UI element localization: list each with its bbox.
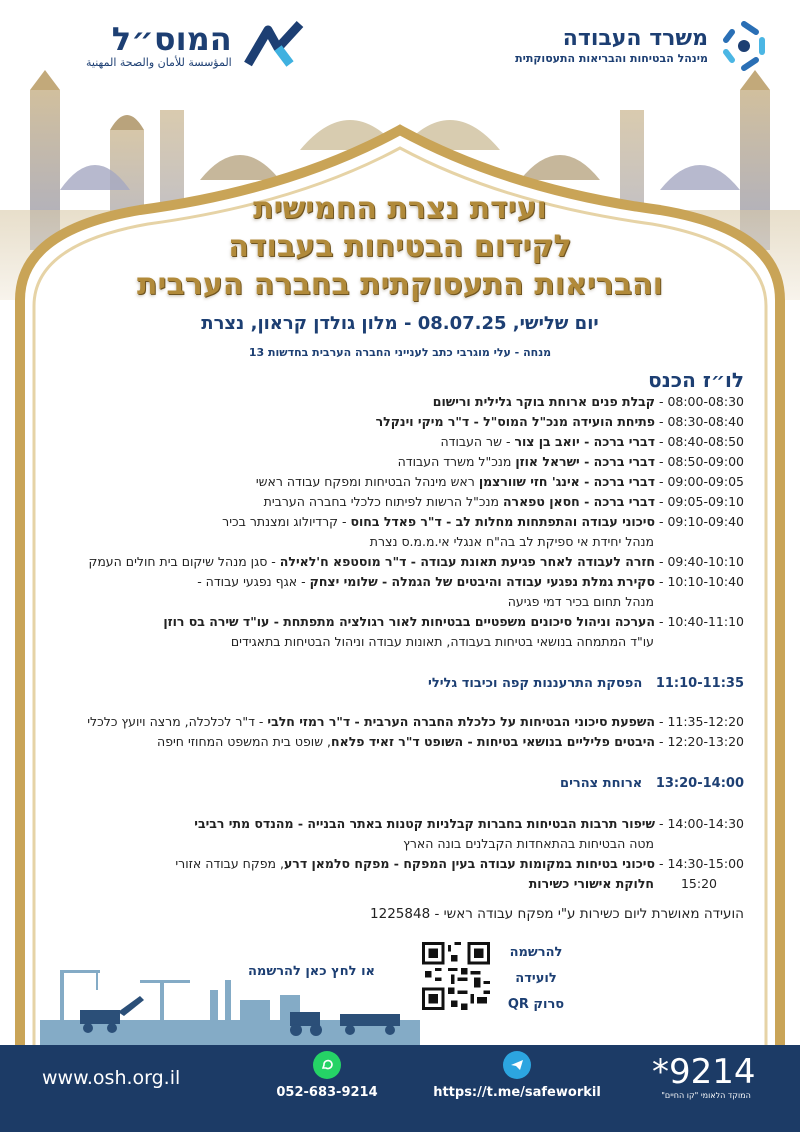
ministry-logo: [515, 18, 772, 74]
osh-logo: [86, 20, 306, 72]
date-venue: יום שלישי, 08.07.25 - מלון גולדן קראון, נצרת: [201, 313, 599, 334]
qr-line-2: לועידה: [515, 971, 557, 986]
agenda-title: סיכוני בטיחות במקומות עבודה בעין המפקח - מפקח סלמאן דרע: [283, 856, 655, 871]
agenda-row: 08:30-08:40 - פתיחת הועידה מנכ"ל המוס"ל - ד"ר מיקי וינקלר: [375, 414, 744, 429]
agenda-title: דברי ברכה - ישראל אוזן: [515, 454, 655, 469]
agenda-row: 10:40-11:10 - הערכה וניהול סיכונים משפטיים בבטיחות לאור רגולציה מתפתחת - עו"ד שירה בס רוזן: [163, 614, 744, 629]
agenda-detail: מנכ"ל הרשות לפיתוח כלכלי בחברה הערבית: [263, 494, 503, 509]
register-link[interactable]: או לחץ כאן להרשמה: [248, 964, 376, 979]
agenda-time: 14:30-15:00: [667, 856, 744, 871]
agenda-row: 09:10-09:40 - סיכוני עבודה והתפתחות מחלות לב - ד"ר פאדל בחוס - קרדיולוג ומצנתר בכיר: [222, 514, 744, 529]
break-time: 13:20-14:00: [655, 776, 744, 791]
agenda-row: 14:00-14:30 - שיפור תרבות הבטיחות בחברות קבלניות קטנות באתר הבנייה - מהנדס מתי רביבי: [194, 816, 744, 831]
agenda-title: חזרה לעבודה לאחר פגיעת תאונת עבודה - ד"ר מוסטפא ח'לאילה: [279, 554, 655, 569]
agenda-time: 10:40-11:10: [667, 614, 744, 629]
agenda-row: 14:30-15:00 - סיכוני בטיחות במקומות עבודה בעין המפקח - מפקח סלמאן דרע, מפקח עבודה אזורי: [175, 856, 744, 871]
agenda-time: 08:00-08:30: [667, 394, 744, 409]
agenda-detail: - קרדיולוג ומצנתר בכיר: [222, 514, 351, 529]
agenda-time: 09:00-09:05: [667, 474, 744, 489]
agenda-title: דברי ברכה - יואב בן צור: [514, 434, 655, 449]
title-line-1: ועידת נצרת החמישית: [253, 191, 547, 226]
agenda-title: קבלת פנים ארוחת בוקר גלילית ורישום: [432, 394, 655, 409]
agenda-title: סקירת גמלת נפגעי עבודה והיבטים של הגמלה - שלומי יצחק: [309, 574, 655, 589]
agenda-time: 12:20-13:20: [667, 734, 744, 749]
agenda-time: 11:35-12:20: [667, 714, 744, 729]
osh-emblem-icon: [242, 20, 306, 72]
industry-illustration: [40, 960, 420, 1050]
agenda-list-3: [24, 814, 744, 894]
break-label: ארוחת צהרים: [560, 776, 643, 791]
agenda-time: 09:05-09:10: [667, 494, 744, 509]
agenda-detail: - שר העבודה: [440, 434, 515, 449]
website-link[interactable]: www.osh.org.il: [42, 1067, 181, 1089]
agenda-row: [24, 874, 744, 894]
agenda-title: דברי ברכה - חסאן טפארה: [502, 494, 655, 509]
conference-title: [60, 190, 740, 304]
title-line-2: לקידום הבטיחות בעבודה: [228, 229, 572, 264]
agenda-detail: ראש מינהל הבטיחות ומפקח עבודה ראשי: [255, 474, 479, 489]
agenda-subline: מטה הבטיחות בהתאחדות הקבלנים בונה הארץ: [403, 836, 654, 851]
agenda-subline: מנהל תחום בכיר דמי פגיעה: [507, 594, 654, 609]
agenda-title: הערכה וניהול סיכונים משפטיים בבטיחות לאור רגולציה מתפתחת - עו"ד שירה בס רוזן: [163, 614, 655, 629]
agenda-row: 12:20-13:20 - היבטים פליליים בנושאי בטיחות - השופט ד"ר זאיד פלאח, שופט בית המשפט המחוזי חיפה: [157, 734, 744, 749]
telegram-icon: [503, 1051, 531, 1079]
break-label: הפסקת התרעננות קפה וכיבוד גלילי: [428, 676, 643, 691]
host-line: מנחה - עלי מוגרבי כתב לענייני החברה הערבית בחדשות 13: [248, 346, 552, 359]
agenda-title: שיפור תרבות הבטיחות בחברות קבלניות קטנות באתר הבנייה - מהנדס מתי רביבי: [194, 816, 655, 831]
osh-name: המוס״ל: [111, 20, 232, 58]
agenda-title: פתיחת הועידה מנכ"ל המוס"ל - ד"ר מיקי וינקלר: [375, 414, 655, 429]
telegram-contact[interactable]: [432, 1051, 602, 1100]
ministry-name: משרד העבודה: [562, 26, 708, 51]
footer-bar: [0, 1045, 800, 1132]
agenda-subline: עו"ד המתמחה בנושאי בטיחות בעבודה, תאונות עבודה וניהול הבטיחות בתאגידים: [230, 634, 654, 649]
hotline-caption: המוקד הלאומי "קו החיים": [661, 1091, 751, 1100]
agenda-row: 09:40-10:10 - חזרה לעבודה לאחר פגיעת תאונת עבודה - ד"ר מוסטפא ח'לאילה - סגן מנהל שיקום בית חולים העמק: [88, 554, 744, 569]
agenda-detail: , שופט בית המשפט המחוזי חיפה: [157, 734, 331, 749]
registration-qr-code[interactable]: [422, 942, 490, 1010]
agenda-row: 08:40-08:50 - דברי ברכה - יואב בן צור - שר העבודה: [440, 434, 744, 449]
ministry-subtitle: מינהל הבטיחות והבריאות התעסוקתית: [515, 52, 708, 65]
whatsapp-icon: [313, 1051, 341, 1079]
agenda-row: 11:35-12:20 - השפעת סיכוני הבטיחות על כלכלת החברה הערבית - ד"ר רמזי חלבי - ד"ר לכלכלה, מרצה ויועץ כלכלי: [87, 714, 744, 729]
agenda-time: 08:30-08:40: [667, 414, 744, 429]
qr-instructions: [500, 940, 572, 1018]
hotline-number[interactable]: *9214: [652, 1052, 756, 1092]
agenda-title: חלוקת אישורי כשירות: [528, 876, 654, 891]
whatsapp-contact[interactable]: [272, 1051, 382, 1100]
osh-arabic-name: المؤسسة للأمان والصحة المهنية: [86, 56, 232, 69]
whatsapp-number: 052-683-9214: [276, 1085, 378, 1100]
agenda-time: 08:50-09:00: [667, 454, 744, 469]
agenda-row: 08:50-09:00 - דברי ברכה - ישראל אוזן מנכ"ל משרד העבודה: [397, 454, 744, 469]
agenda-time: 09:40-10:10: [667, 554, 744, 569]
agenda-row: 08:00-08:30 - קבלת פנים ארוחת בוקר גלילית ורישום: [432, 394, 744, 409]
agenda-detail: , מפקח עבודה אזורי: [175, 856, 284, 871]
agenda-detail: - אגף נפגעי עבודה -: [197, 574, 310, 589]
agenda-time: 09:10-09:40: [667, 514, 744, 529]
agenda-list-2: [24, 712, 744, 752]
agenda-subline: מנהל יחידת אי ספיקת לב בה"ח אנגלי אי.מ.מ.ס נצרת: [369, 534, 654, 549]
agenda-list: [24, 392, 744, 652]
agenda-title: דברי ברכה - אינג' חזי שוורצמן: [478, 474, 655, 489]
approval-note: הועידה מאושרת ליום כשירות ע"י מפקח עבודה ראשי - 1225848: [370, 906, 744, 922]
break-lunch: [24, 774, 744, 794]
agenda-time: 15:20: [680, 876, 718, 891]
agenda-detail: - ד"ר לכלכלה, מרצה ויועץ כלכלי: [87, 714, 268, 729]
ministry-emblem-icon: [716, 18, 772, 74]
agenda-time: 10:10-10:40: [667, 574, 744, 589]
break-coffee: [24, 674, 744, 694]
agenda-row: 09:05-09:10 - דברי ברכה - חסאן טפארה מנכ"ל הרשות לפיתוח כלכלי בחברה הערבית: [263, 494, 744, 509]
agenda-row: 09:00-09:05 - דברי ברכה - אינג' חזי שוורצמן ראש מינהל הבטיחות ומפקח עבודה ראשי: [255, 474, 744, 489]
agenda-title: סיכוני עבודה והתפתחות מחלות לב - ד"ר פאדל בחוס: [350, 514, 655, 529]
telegram-link: https://t.me/safeworkil: [433, 1085, 601, 1100]
break-time: 11:10-11:35: [655, 676, 744, 691]
qr-line-3: סרוק QR: [507, 997, 565, 1012]
agenda-title: השפעת סיכוני הבטיחות על כלכלת החברה הערבית - ד"ר רמזי חלבי: [267, 714, 655, 729]
agenda-heading: לו״ז הכנס: [648, 368, 744, 392]
title-line-3: והבריאות התעסוקתית בחברה הערבית: [137, 267, 663, 302]
qr-line-1: להרשמה: [509, 945, 563, 960]
agenda-row: 10:10-10:40 - סקירת גמלת נפגעי עבודה והיבטים של הגמלה - שלומי יצחק - אגף נפגעי עבודה -: [197, 574, 744, 589]
agenda-time: 08:40-08:50: [667, 434, 744, 449]
agenda-title: היבטים פליליים בנושאי בטיחות - השופט ד"ר זאיד פלאח: [331, 734, 655, 749]
agenda-time: 14:00-14:30: [667, 816, 744, 831]
agenda-detail: מנכ"ל משרד העבודה: [397, 454, 516, 469]
agenda-detail: - סגן מנהל שיקום בית חולים העמק: [88, 554, 280, 569]
